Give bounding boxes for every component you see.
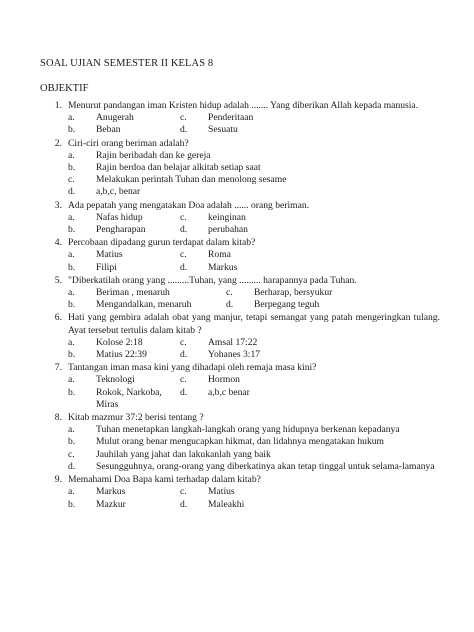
question-text: Percobaan dipadang gurun terdapat dalam kitab?	[68, 237, 256, 249]
option-letter: d.	[226, 299, 234, 311]
option-text: Tuhan menetapkan langkah-langkah orang yang hidupnya berkenan kepadanya	[96, 424, 400, 436]
option-text: Markus	[208, 261, 238, 273]
option-text: Mazkur	[96, 498, 126, 510]
option-text: Berharap, bersyukur	[254, 287, 333, 299]
option-letter: c.	[180, 336, 187, 348]
option-text: Penderitaan	[208, 112, 254, 124]
question-number: 7.	[54, 362, 62, 374]
option-text: Nafas hidup	[96, 211, 143, 223]
answer-options	[68, 249, 440, 273]
question-number: 6.	[54, 312, 62, 324]
question-text: Ada pepatah yang mengatakan Doa adalah ...... orang beriman.	[68, 199, 310, 211]
option-letter: d.	[180, 124, 188, 136]
option-letter: c.	[68, 448, 75, 460]
question-text: Memahami Doa Bapa kami terhadap dalam kitab?	[68, 474, 261, 486]
option-text: Berpegang teguh	[254, 299, 320, 311]
question-text: Tantangan iman masa kini yang dihadapi oleh remaja masa kini?	[68, 362, 317, 374]
answer-options	[68, 112, 440, 136]
question-text: Ciri-ciri orang beriman adalah?	[68, 137, 189, 149]
option-letter: d.	[180, 386, 188, 398]
option-text: Mengandalkan, menaruh	[96, 299, 192, 311]
option-text: Pengharapan	[96, 224, 146, 236]
option-letter: a.	[68, 112, 75, 124]
option-text: Teknologi	[96, 374, 135, 386]
option-letter: d.	[180, 498, 188, 510]
option-text: Sesuatu	[208, 124, 238, 136]
option-row	[68, 436, 440, 448]
option-text: a,b,c, benar	[96, 186, 141, 198]
option-letter: b.	[68, 436, 76, 448]
option-row	[68, 162, 440, 174]
option-text: Rajin beribadah dan ke gereja	[96, 149, 211, 161]
option-text: Roma	[208, 249, 231, 261]
answer-options	[68, 150, 440, 199]
answer-options	[68, 212, 440, 236]
option-text: Jauhilah yang jahat dan lakukanlah yang baik	[96, 448, 271, 460]
answer-options	[68, 486, 440, 510]
question-item	[40, 200, 440, 237]
option-letter: d.	[180, 261, 188, 273]
option-row	[68, 449, 440, 461]
option-letter: c.	[180, 211, 187, 223]
question-text: Hati yang gembira adalah obat yang manjur, tetapi semangat yang patah mengeringkan tulang. Ayat tersebut tertulis dalam kitab ?	[68, 312, 440, 336]
option-text: Matius 22:39	[96, 349, 147, 361]
option-letter: d.	[68, 460, 76, 472]
question-text: Kitab mazmur 37:2 berisi tentang ?	[68, 412, 204, 424]
option-letter: a.	[68, 249, 75, 261]
option-row	[68, 461, 440, 473]
option-letter: b.	[68, 299, 76, 311]
question-number: 4.	[54, 237, 62, 249]
exam-title: SOAL UJIAN SEMESTER II KELAS 8	[40, 58, 214, 69]
option-text: Markus	[96, 486, 126, 498]
option-letter: a.	[68, 424, 75, 436]
question-number: 2.	[54, 137, 62, 149]
option-letter: c.	[180, 249, 187, 261]
option-text: Matius	[208, 486, 235, 498]
option-letter: b.	[68, 386, 76, 398]
option-row	[68, 186, 440, 198]
option-letter: d.	[68, 186, 76, 198]
option-text: Hormon	[208, 374, 240, 386]
option-letter: b.	[68, 162, 76, 174]
answer-options	[68, 337, 440, 361]
option-text: Amsal 17:22	[208, 336, 258, 348]
option-text: keinginan	[208, 211, 246, 223]
option-letter: c.	[180, 374, 187, 386]
option-text: Matius	[96, 249, 123, 261]
option-text: Mulut orang benar mengucapkan hikmat, dan lidahnya mengatakan hukum	[96, 436, 384, 448]
option-text: Beban	[96, 124, 121, 136]
option-row	[68, 150, 440, 162]
question-text: "Diberkatilah orang yang .........Tuhan, yang ......... harapannya pada Tuhan.	[68, 274, 357, 286]
option-text: Melakukan perintah Tuhan dan menolong sesame	[96, 174, 287, 186]
option-text: a,b,c benar	[208, 386, 250, 398]
option-text: Kolose 2:18	[96, 336, 143, 348]
question-item	[40, 362, 440, 411]
question-number: 9.	[54, 474, 62, 486]
question-item	[40, 100, 440, 137]
question-item	[40, 474, 440, 511]
option-letter: b.	[68, 261, 76, 273]
option-letter: d.	[180, 349, 188, 361]
answer-options	[68, 287, 440, 311]
option-text: Maleakhi	[208, 498, 245, 510]
option-letter: b.	[68, 224, 76, 236]
option-row	[68, 424, 440, 436]
question-item	[40, 275, 440, 312]
question-number: 3.	[54, 199, 62, 211]
option-letter: c.	[226, 287, 233, 299]
option-letter: c.	[180, 486, 187, 498]
question-number: 1.	[54, 100, 62, 111]
option-letter: c.	[180, 112, 187, 124]
question-item	[40, 312, 440, 361]
option-letter: c.	[68, 174, 75, 186]
answer-options	[68, 374, 440, 411]
option-text: Sesungguhnya, orang-orang yang diberkatinya akan tetap tinggal untuk selama-lamanya	[96, 460, 435, 472]
option-row	[68, 174, 440, 186]
option-letter: a.	[68, 211, 75, 223]
option-letter: a.	[68, 287, 75, 299]
option-letter: a.	[68, 374, 75, 386]
option-text: Filipi	[96, 261, 117, 273]
question-text: Menurut pandangan iman Kristen hidup adalah ....... Yang diberikan Allah kepada manusia.	[68, 100, 419, 111]
option-letter: a.	[68, 486, 75, 498]
question-item	[40, 138, 440, 199]
option-letter: b.	[68, 349, 76, 361]
question-item	[40, 412, 440, 473]
answer-options	[68, 424, 440, 473]
option-text: Yohanes 3:17	[208, 349, 261, 361]
option-letter: a.	[68, 149, 75, 161]
question-list	[40, 100, 440, 511]
option-text: Rokok, Narkoba, Miras	[96, 386, 162, 410]
option-text: Rajin berdoa dan belajar alkitab setiap saat	[96, 162, 261, 174]
option-letter: b.	[68, 124, 76, 136]
option-letter: a.	[68, 336, 75, 348]
option-letter: d.	[180, 224, 188, 236]
section-heading: OBJEKTIF	[40, 83, 89, 94]
option-letter: b.	[68, 498, 76, 510]
option-text: perubahan	[208, 224, 248, 236]
option-text: Anugerah	[96, 112, 134, 124]
option-text: Beriman , menaruh	[96, 287, 170, 299]
question-item	[40, 237, 440, 274]
question-number: 5.	[54, 274, 62, 286]
question-number: 8.	[54, 412, 62, 424]
